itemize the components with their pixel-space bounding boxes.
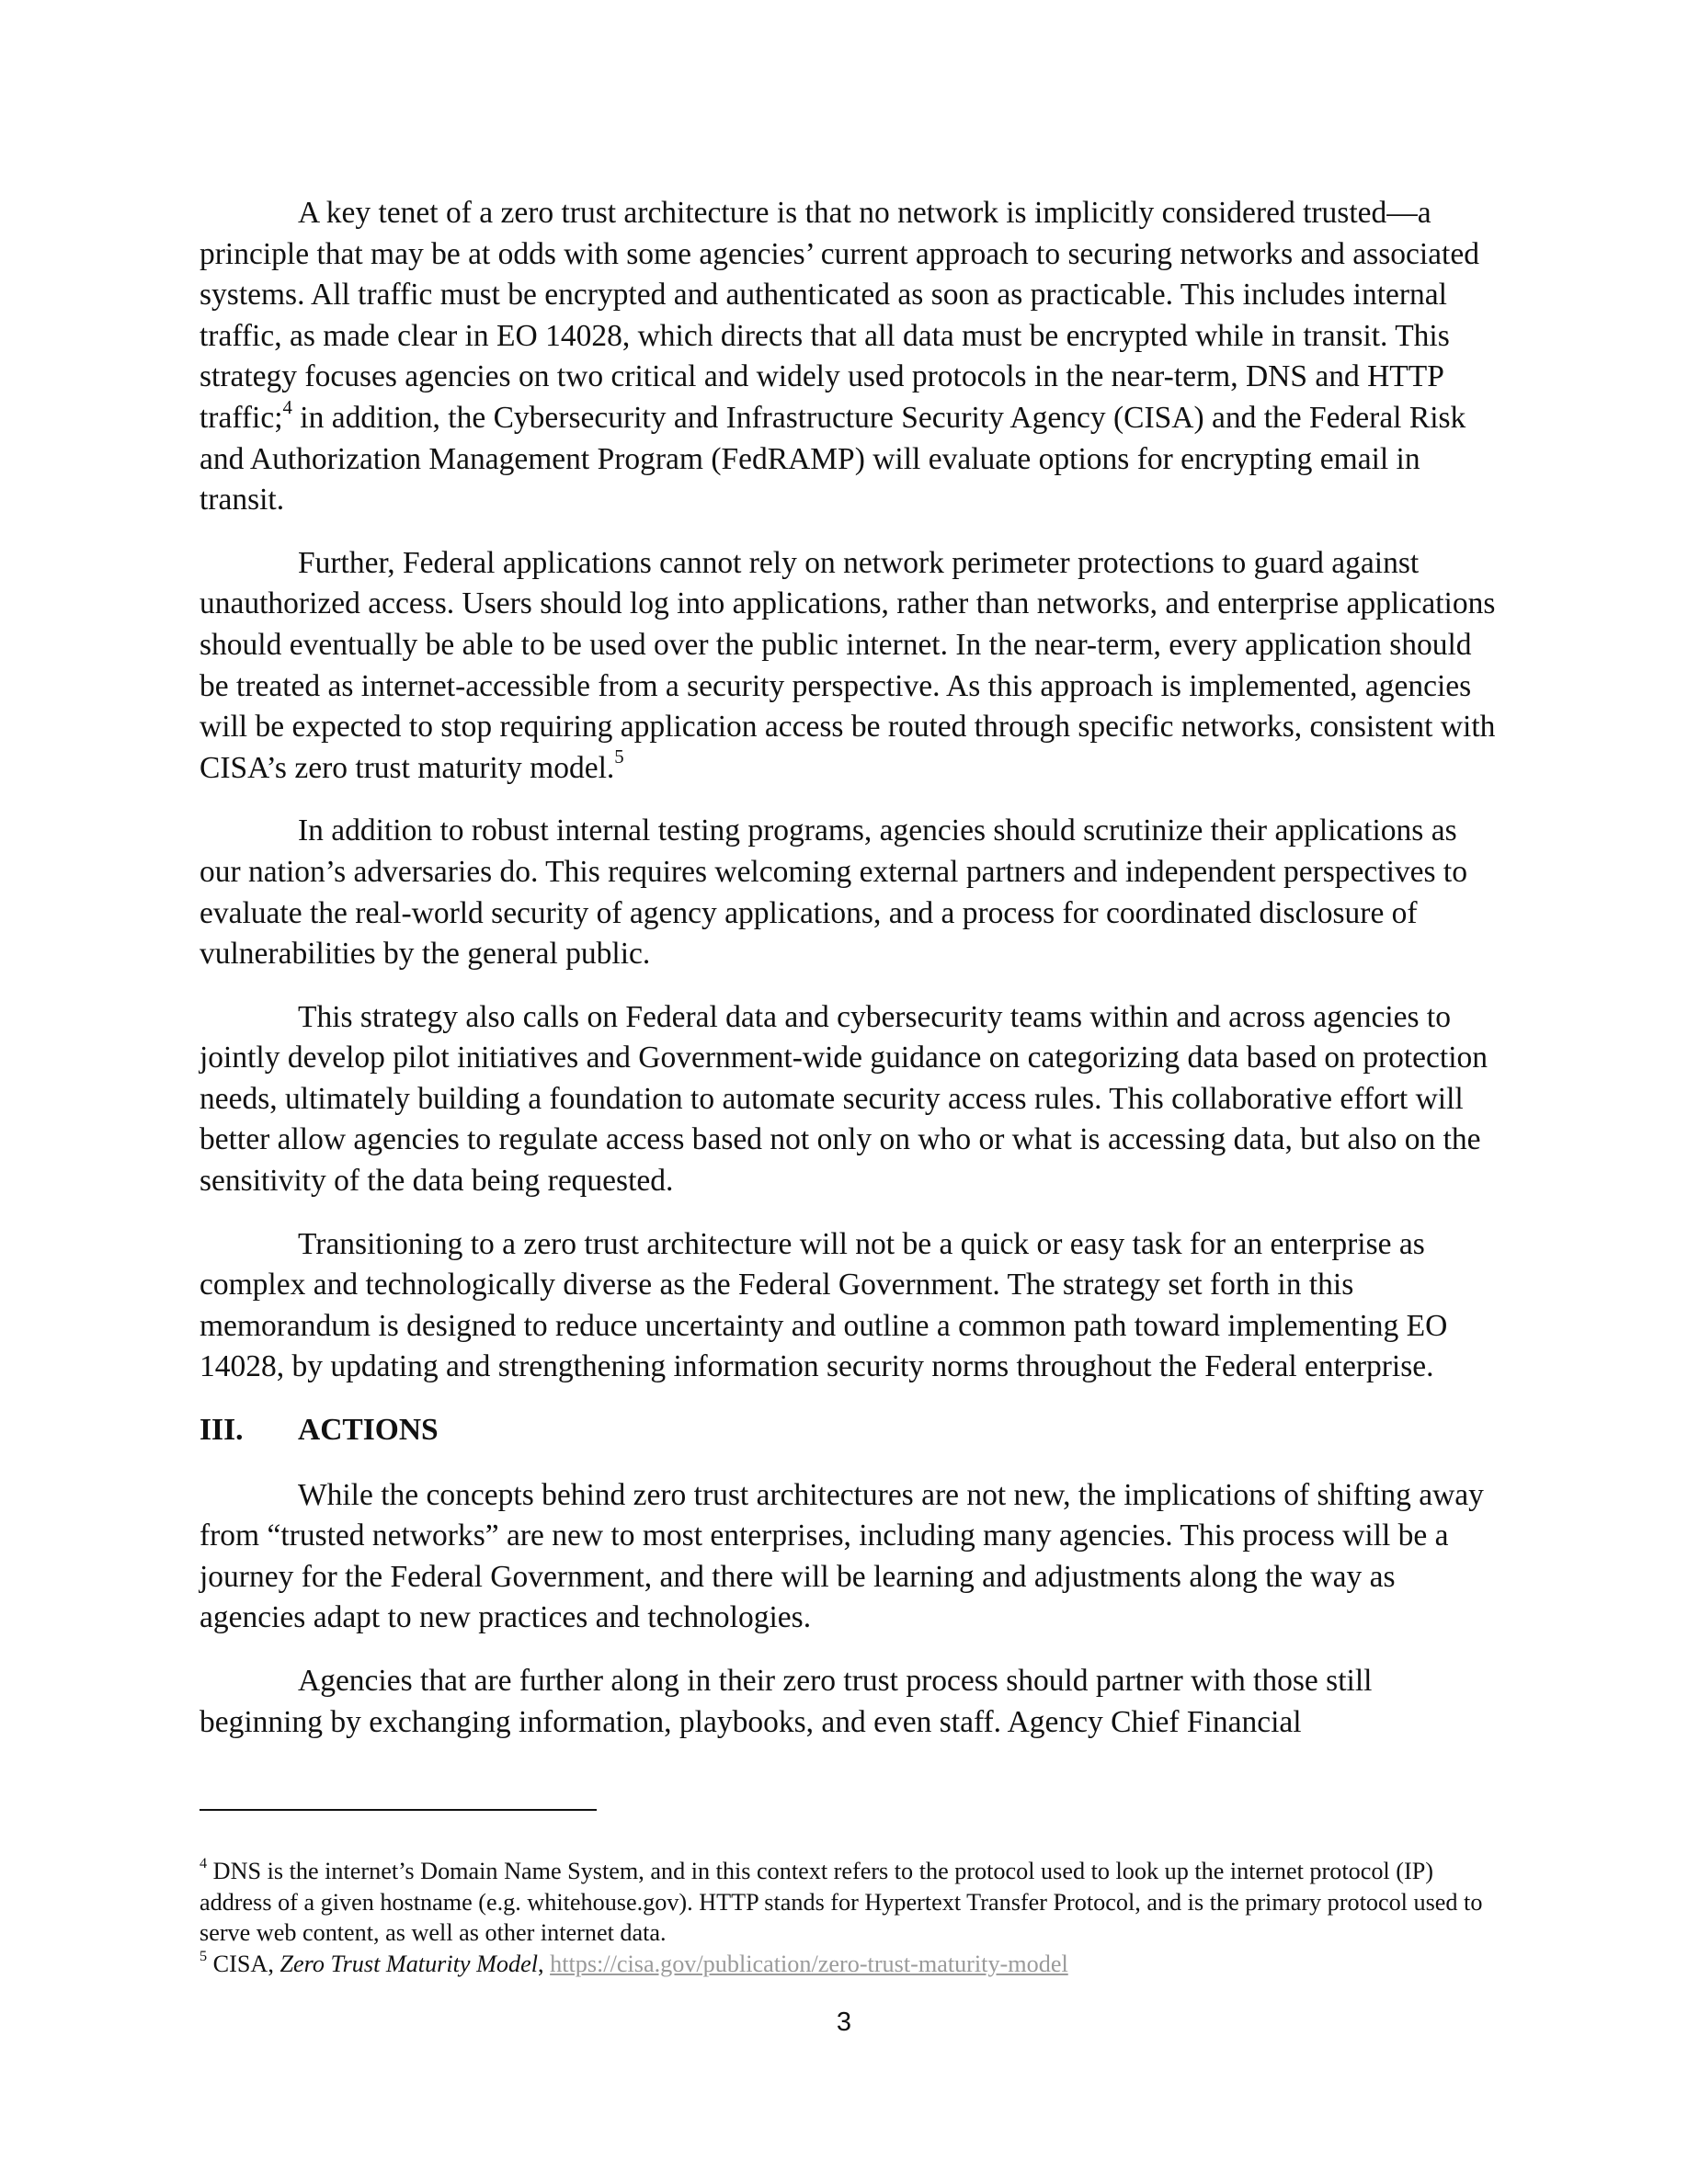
- footnote-separator-text: ,: [538, 1950, 551, 1977]
- footnotes: [200, 1856, 1496, 1979]
- paragraph-partnering: Agencies that are further along in their zero trust process should partner with those still beginning by exchanging information, playbooks, and even staff. Agency Chief Financial: [200, 1664, 1373, 1739]
- paragraph-concepts: While the concepts behind zero trust architectures are not new, the implications of shifting away from “trusted networks” are new to most enterprises, including many agencies. This process will be a journey for the Federal Government, and there will be learning and adjustments along the way as agencies adapt to new practices and technologies.: [200, 1477, 1484, 1635]
- footnote-mark: 4: [200, 1854, 208, 1871]
- paragraph-text: Further, Federal applications cannot rely on network perimeter protections to guard against unauthorized access. Users should log into applications, rather than networks, and enterprise applications should eventually be able to be used over the public internet. In the near-term, every application should be treated as internet-accessible from a security perspective. As this approach is implemented, agencies will be expected to stop requiring application access be routed through specific networks, consistent with CISA’s zero trust maturity model.: [200, 545, 1496, 785]
- footnote-title: Zero Trust Maturity Model: [279, 1950, 538, 1977]
- footnote-4: [200, 1856, 1496, 1949]
- paragraph-application-access: [200, 543, 1496, 790]
- paragraph-testing-programs: In addition to robust internal testing programs, agencies should scrutinize their applications as our nation’s adversaries do. This requires welcoming external partners and independent perspectives to evaluate the real-world security of agency applications, and a process for coordinated disclosure of vulnerabilities by the general public.: [200, 813, 1467, 972]
- section-number: III.: [200, 1413, 244, 1448]
- footnote-link[interactable]: https://cisa.gov/publication/zero-trust-maturity-model: [550, 1950, 1068, 1977]
- paragraph-data-categorization: This strategy also calls on Federal data and cybersecurity teams within and across agencies to jointly develop pilot initiatives and Government-wide guidance on categorizing data based on protection needs, ultimately building a foundation to automate security access rules. This collaborative effort will better allow agencies to regulate access based not only on who or what is accessing data, but also on the sensitivity of the data being requested.: [200, 999, 1488, 1199]
- paragraph-zero-trust-tenet: [200, 193, 1496, 521]
- footnote-ref-4[interactable]: 4: [282, 396, 292, 418]
- paragraph-text: in addition, the Cybersecurity and Infrastructure Security Agency (CISA) and the Federal Risk and Authorization Management Program (FedRAMP) will evaluate options for encrypting email in transit.: [200, 400, 1466, 518]
- page-number: 3: [836, 2008, 852, 2037]
- paragraph-transition: Transitioning to a zero trust architecture will not be a quick or easy task for an enterprise as complex and technologically diverse as the Federal Government. The strategy set forth in this memorandum is designed to reduce uncertainty and outline a common path toward implementing EO 14028, by updating and strengthening information security norms throughout the Federal enterprise.: [200, 1226, 1448, 1384]
- footnote-text: DNS is the internet’s Domain Name System, and in this context refers to the protocol used to look up the internet protocol (IP) address of a given hostname (e.g. whitehouse.gov). HTTP stands for Hypertext Transfer Protocol, and is the primary protocol used to serve web content, as well as other internet data.: [200, 1858, 1483, 1947]
- footnote-separator: [200, 1809, 597, 1811]
- paragraph-text: A key tenet of a zero trust architecture is that no network is implicitly considered trusted—a principle that may be at odds with some agencies’ current approach to securing networks and associated systems. All traffic must be encrypted and authenticated as soon as practicable. This includes internal traffic, as made clear in EO 14028, which directs that all data must be encrypted while in transit. This strategy focuses agencies on two critical and widely used protocols in the near-term, DNS and HTTP traffic;: [200, 196, 1479, 435]
- document-body: [200, 193, 1496, 1765]
- section-title: ACTIONS: [298, 1413, 439, 1448]
- footnote-prefix: CISA,: [207, 1950, 280, 1977]
- footnote-mark: 5: [200, 1947, 208, 1964]
- section-heading-actions: [200, 1410, 1496, 1451]
- footnote-5: [200, 1949, 1496, 1980]
- footnote-ref-5[interactable]: 5: [614, 746, 624, 768]
